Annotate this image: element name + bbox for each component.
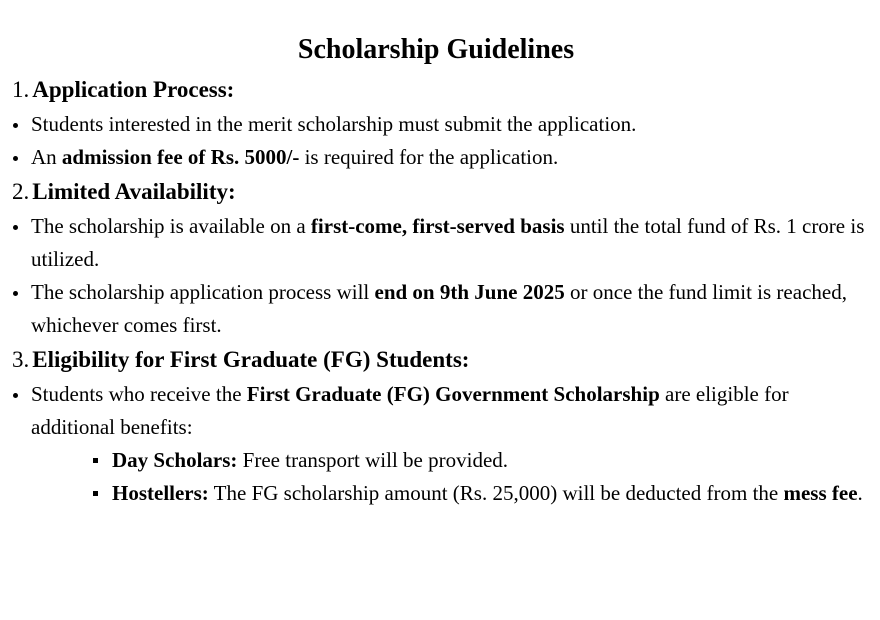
sub-list-item [0, 444, 876, 477]
list-item [0, 378, 876, 444]
section-title: Limited Availability: [32, 179, 236, 204]
section-3-bullet-list [0, 378, 876, 444]
section-heading-fg-eligibility [12, 345, 469, 375]
section-title: Application Process: [32, 77, 235, 102]
bullet-text-pre: The scholarship is available on a [31, 214, 311, 238]
sub-bullet-bold-mess-fee: mess fee [783, 481, 858, 505]
section-number: 2. [12, 179, 30, 204]
sub-bullet-text-end: . [857, 481, 863, 505]
bullet-text-bold: end on 9th June 2025 [374, 280, 565, 304]
section-2-bullet-list [0, 210, 876, 342]
list-item [0, 141, 876, 174]
bullet-text-post: until the total fund of Rs. 1 crore is utilized. [31, 214, 865, 271]
bullet-text-bold: first-come, first-served basis [310, 214, 565, 238]
section-3-sub-bullet-list [0, 444, 876, 510]
list-item [0, 276, 876, 342]
section-title: Eligibility for First Graduate (FG) Students: [32, 347, 470, 372]
list-item [0, 108, 876, 141]
bullet-text-bold: First Graduate (FG) Government Scholarship [246, 382, 660, 406]
bullet-text-pre: An [31, 145, 62, 169]
sub-bullet-bold: Hostellers: [112, 481, 209, 505]
sub-list-item [0, 477, 876, 510]
sub-bullet-bold: Day Scholars: [112, 448, 238, 472]
bullet-text-post: are eligible for additional benefits: [31, 382, 789, 439]
section-number: 3. [12, 347, 30, 372]
bullet-text-post: or once the fund limit is reached, whichever comes first. [31, 280, 847, 337]
document-title: Scholarship Guidelines [297, 34, 575, 65]
bullet-text-bold: admission fee of Rs. 5000/- [61, 145, 300, 169]
sub-bullet-text: Free transport will be provided. [237, 448, 509, 472]
section-number: 1. [12, 77, 30, 102]
section-heading-application-process [12, 75, 234, 105]
section-1-bullet-list [0, 108, 876, 174]
section-heading-limited-availability [12, 177, 236, 207]
sub-bullet-text: The FG scholarship amount (Rs. 25,000) will be deducted from the [208, 481, 784, 505]
bullet-text-pre: Students who receive the [31, 382, 247, 406]
list-item [0, 210, 876, 276]
bullet-text-post: is required for the application. [299, 145, 559, 169]
bullet-text: Students interested in the merit scholarship must submit the application. [31, 112, 637, 136]
bullet-text-pre: The scholarship application process will [31, 280, 375, 304]
